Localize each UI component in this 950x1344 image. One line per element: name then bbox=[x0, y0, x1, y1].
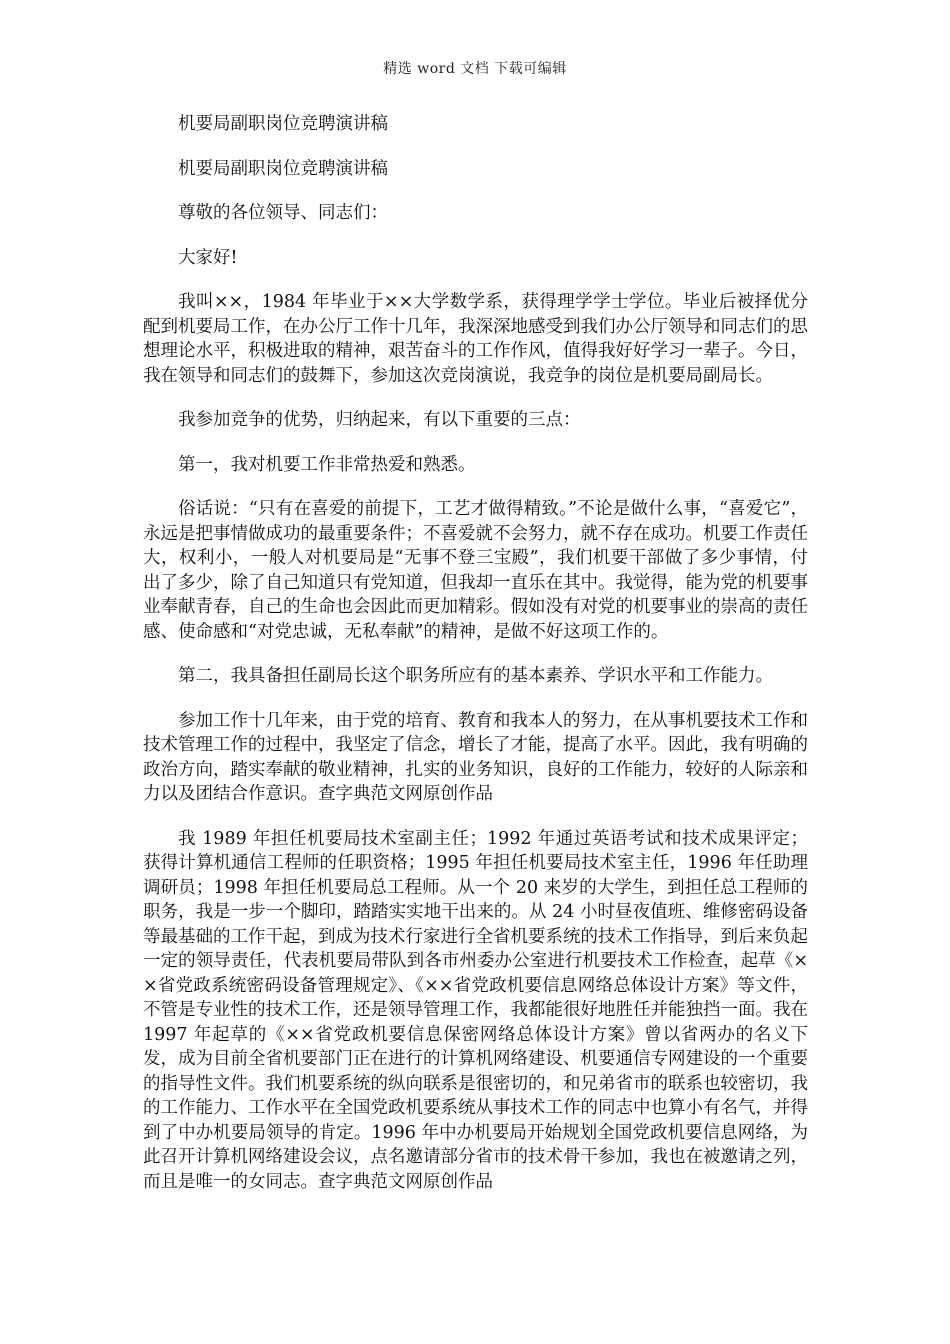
doc-subtitle: 机要局副职岗位竞聘演讲稿 bbox=[178, 158, 388, 179]
document-body bbox=[143, 112, 808, 1214]
page-header: 精选 word 文档 下载可编辑 bbox=[383, 61, 567, 77]
paragraph: 我 1989 年担任机要局技术室副主任；1992 年通过英语考试和技术成果评定；获得计算机通信工程师的任职资格；1995 年担任机要局技术室主任，1996 年任助理调研员；1998 年担任机要局总工程师。从一个 20 来岁的大学生，到担任总工程师的职务，我是一步一个脚印，踏踏实实地干出来的。从 24 小时昼夜值班、维修密码设备等最基础的工作干起，到成为技术行家进行全省机要系统的技术工作指导，到后来负起一定的领导责任，代表机要局带队到各市州委办公室进行机要技术工作检查，起草《××省党政系统密码设备管理规定》、《××省党政机要信息网络总体设计方案》等文件，不管是专业性的技术工作，还是领导管理工作，我都能很好地胜任并能独挡一面。我在 1997 年起草的《××省党政机要信息保密网络总体设计方案》曾以省两办的名义下发，成为目前全省机要部门正在进行的计算机网络建设、机要通信专网建设的一个重要的指导性文件。我们机要系统的纵向联系是很密切的，和兄弟省市的联系也较密切，我的工作能力、工作水平在全国党政机要系统从事技术工作的同志中也算小有名气，并得到了中办机要局领导的肯定。1996 年中办机要局开始规划全国党政机要信息网络，为此召开计算机网络建设会议，点名邀请部分省市的技术骨干参加，我也在被邀请之列，而且是唯一的女同志。查字典范文网原创作品 bbox=[143, 828, 808, 1192]
greeting: 大家好! bbox=[178, 247, 238, 268]
paragraph: 我参加竞争的优势，归纳起来，有以下重要的三点： bbox=[178, 410, 581, 430]
paragraph: 我叫××，1984 年毕业于××大学数学系，获得理学学士学位。毕业后被择优分配到机要局工作，在办公厅工作十几年，我深深地感受到我们办公厅领导和同志们的思想理论水平，积极进取的精神，艰苦奋斗的工作作风，值得我好好学习一辈子。今日，我在领导和同志们的鼓舞下，参加这次竞岗演说，我竞争的岗位是机要局副局长。 bbox=[143, 292, 808, 386]
paragraph: 俗话说：“只有在喜爱的前提下，工艺才做得精致。”不论是做什么事，“喜爱它”，永远是把事情做成功的最重要条件；不喜爱就不会努力，就不存在成功。机要工作责任大，权利小，一般人对机要局是“无事不登三宝殿”，我们机要干部做了多少事情，付出了多少，除了自己知道只有党知道，但我却一直乐在其中。我觉得，能为党的机要事业奉献青春，自己的生命也会因此而更加精彩。假如没有对党的机要事业的崇高的责任感、使命感和“对党忠诚，无私奉献”的精神，是做不好这项工作的。 bbox=[143, 499, 808, 642]
doc-title: 机要局副职岗位竞聘演讲稿 bbox=[178, 114, 388, 134]
paragraph: 参加工作十几年来，由于党的培育、教育和我本人的努力，在从事机要技术工作和技术管理工作的过程中，我坚定了信念，增长了才能，提高了水平。因此，我有明确的政治方向，踏实奉献的敬业精神，扎实的业务知识，良好的工作能力，较好的人际亲和力以及团结合作意识。查字典范文网原创作品 bbox=[143, 710, 808, 804]
paragraph: 第一，我对机要工作非常热爱和熟悉。 bbox=[178, 454, 476, 475]
paragraph: 第二，我具备担任副局长这个职务所应有的基本素养、学识水平和工作能力。 bbox=[178, 666, 773, 686]
salutation: 尊敬的各位领导、同志们： bbox=[178, 203, 388, 223]
